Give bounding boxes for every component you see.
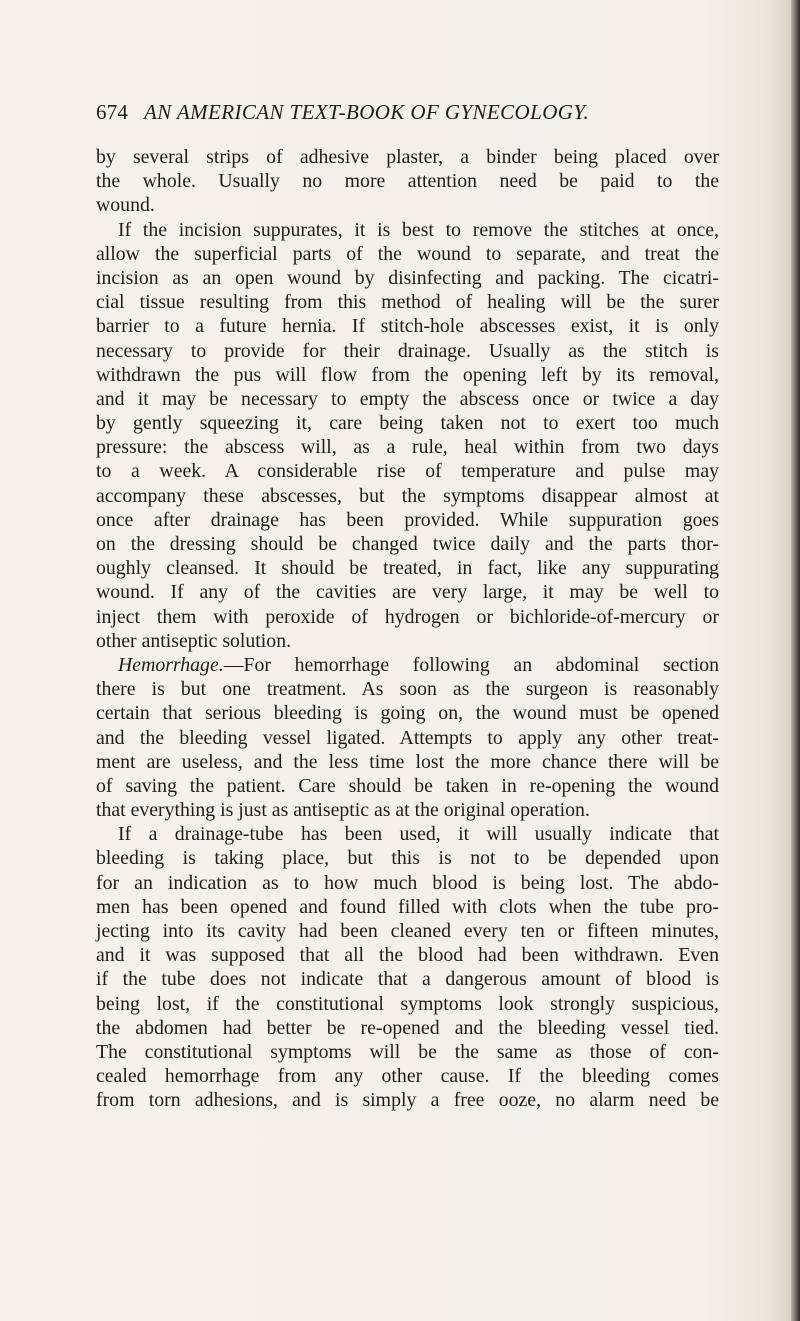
text-line: being lost, if the constitutional symptoms look strongly suspicious, [96, 992, 719, 1015]
text-line: from torn adhesions, and is simply a free ooze, no alarm need be [96, 1089, 719, 1112]
page-header [96, 100, 736, 130]
text-line: wound. If any of the cavities are very large, it may be well to [96, 581, 719, 604]
text-line: the whole. Usually no more attention need be paid to the [96, 170, 719, 193]
body-text [96, 145, 786, 1113]
text-line: on the dressing should be changed twice daily and the parts thor- [96, 533, 719, 555]
text-line: accompany these abscesses, but the symptoms disappear almost at [96, 484, 719, 507]
text-line: The constitutional symptoms will be the same as those of con- [96, 1040, 719, 1063]
text-line: bleeding is taking place, but this is not to be depended upon [96, 847, 719, 870]
text-line: there is but one treatment. As soon as the surgeon is reasonably [96, 678, 719, 701]
text-line: by several strips of adhesive plaster, a binder being placed over [96, 146, 719, 168]
text-line: to a week. A considerable rise of temperature and pulse may [96, 460, 719, 483]
text-line: oughly cleansed. It should be treated, in fact, like any suppurating [96, 557, 719, 580]
text-line: barrier to a future hernia. If stitch-hole abscesses exist, it is only [96, 315, 719, 338]
page-number: 674 [96, 100, 129, 124]
text-line: incision as an open wound by disinfecting and packing. The cicatri- [96, 266, 719, 289]
text-line: ment are useless, and the less time lost the more chance there will be [96, 750, 719, 773]
text-line: pressure: the abscess will, as a rule, heal within from two days [96, 436, 719, 459]
text-line: If a drainage-tube has been used, it will usually indicate that [118, 823, 719, 846]
text-line-continuation: —For hemorrhage following an abdominal section [223, 653, 719, 676]
text-line: wound. [96, 194, 155, 217]
text-line: inject them with peroxide of hydrogen or bichloride-of-mercury or [96, 605, 719, 628]
text-line: withdrawn the pus will flow from the opening left by its removal, [96, 363, 719, 386]
page-edge [791, 0, 800, 1321]
text-line: and the bleeding vessel ligated. Attempts to apply any other treat- [96, 726, 719, 749]
text-line: of saving the patient. Care should be taken in re-opening the wound [96, 774, 719, 797]
text-line: for an indication as to how much blood is being lost. The abdo- [96, 871, 719, 894]
text-line: the abdomen had better be re-opened and the bleeding vessel tied. [96, 1016, 719, 1039]
section-heading-hemorrhage: Hemorrhage. [118, 653, 224, 676]
running-title: AN AMERICAN TEXT-BOOK OF GYNECOLOGY. [144, 100, 590, 124]
text-line: certain that serious bleeding is going on, the wound must be opened [96, 702, 719, 725]
text-line: by gently squeezing it, care being taken not to exert too much [96, 412, 719, 435]
text-line: and it may be necessary to empty the abscess once or twice a day [96, 387, 719, 410]
text-line: allow the superficial parts of the wound to separate, and treat the [96, 242, 719, 265]
text-line: men has been opened and found filled with clots when the tube pro- [96, 895, 719, 918]
text-line: that everything is just as antiseptic as at the original operation. [96, 799, 590, 822]
text-line: once after drainage has been provided. While suppuration goes [96, 508, 719, 531]
text-line: and it was supposed that all the blood had been withdrawn. Even [96, 944, 719, 967]
text-line: jecting into its cavity had been cleaned every ten or fifteen minutes, [96, 920, 719, 942]
text-line: other antiseptic solution. [96, 629, 292, 652]
text-line: cealed hemorrhage from any other cause. If the bleeding comes [96, 1065, 719, 1088]
hemorrhage-paragraph-first-line [96, 653, 719, 677]
text-line: If the incision suppurates, it is best to remove the stitches at once, [118, 218, 719, 241]
text-line: necessary to provide for their drainage. Usually as the stitch is [96, 339, 719, 362]
text-line: if the tube does not indicate that a dangerous amount of blood is [96, 968, 719, 991]
text-line: cial tissue resulting from this method of healing will be the surer [96, 291, 719, 314]
